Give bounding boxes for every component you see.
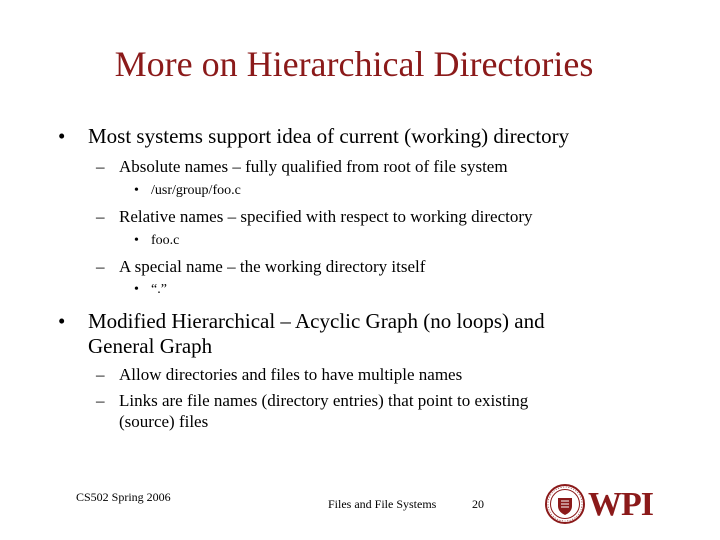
example-dot-name: “.”	[151, 282, 167, 297]
example-absolute-path: /usr/group/foo.c	[151, 183, 241, 198]
dash-marker: –	[96, 157, 105, 176]
bullet-marker: •	[134, 183, 139, 198]
seal-icon	[545, 484, 585, 524]
dash-marker: –	[96, 391, 105, 410]
sub-bullet-links-line1: Links are file names (directory entries) that point to existing	[119, 391, 529, 410]
dash-marker: –	[96, 257, 105, 276]
bullet-marker: •	[134, 233, 139, 248]
dash-marker: –	[96, 207, 105, 226]
footer-topic: Files and File Systems	[328, 497, 437, 511]
sub-bullet-links-line2: (source) files	[119, 412, 209, 431]
example-relative-path: foo.c	[151, 233, 180, 248]
bullet-marker: •	[58, 309, 66, 333]
dash-marker: –	[96, 365, 105, 384]
footer-page-number: 20	[472, 497, 484, 511]
footer-course: CS502 Spring 2006	[76, 490, 171, 504]
logo-wordmark: WPI	[588, 486, 653, 523]
bullet-marker: •	[58, 124, 66, 148]
bullet-marker: •	[134, 282, 139, 297]
bullet-1-text: Most systems support idea of current (working) directory	[88, 124, 570, 148]
slide-title: More on Hierarchical Directories	[114, 44, 594, 84]
sub-bullet-multiple-names: Allow directories and files to have multiple names	[119, 365, 463, 384]
wpi-logo	[545, 484, 653, 526]
bullet-2-text-line1: Modified Hierarchical – Acyclic Graph (no loops) and	[88, 309, 545, 333]
sub-bullet-relative-names: Relative names – specified with respect to working directory	[119, 207, 533, 226]
sub-bullet-absolute-names: Absolute names – fully qualified from root of file system	[119, 157, 508, 176]
sub-bullet-special-name: A special name – the working directory itself	[119, 257, 426, 276]
bullet-2-text-line2: General Graph	[88, 334, 213, 358]
